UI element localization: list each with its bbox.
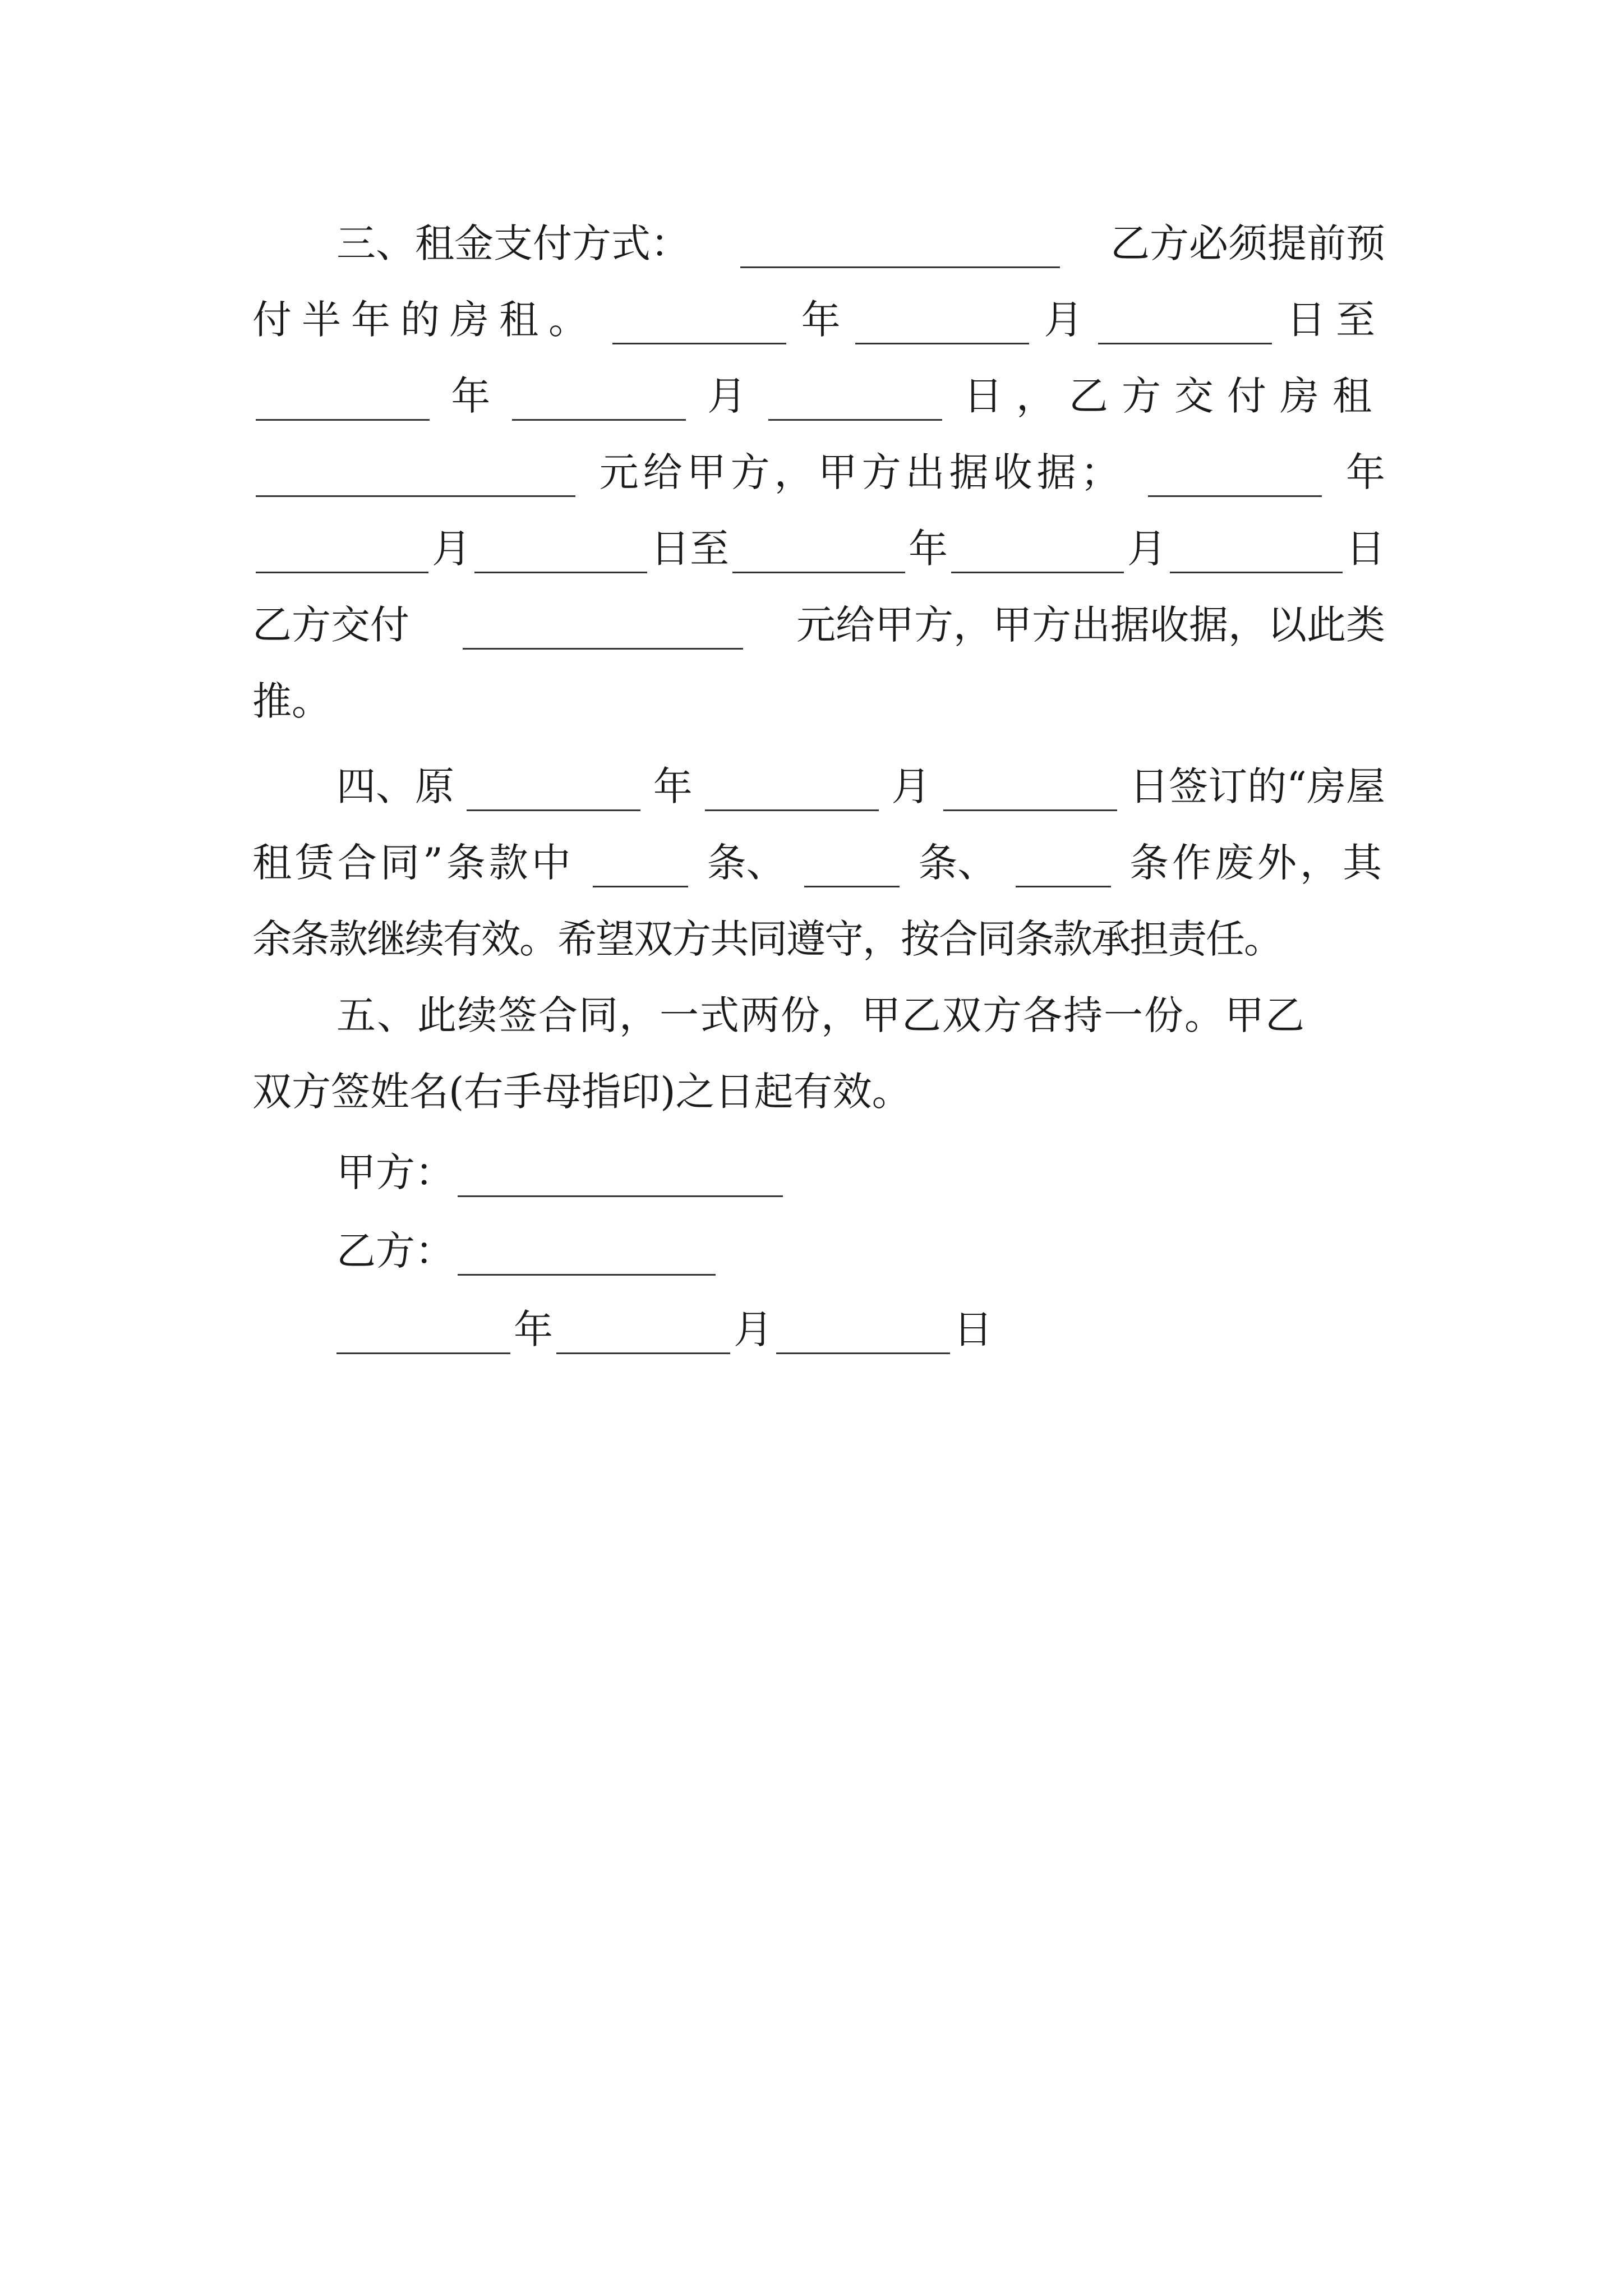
blank-field[interactable] [256, 383, 430, 421]
section3-line2 [252, 280, 1385, 359]
blank-field[interactable] [467, 774, 640, 811]
text-segment: 元给甲方，甲方出据收据； [599, 449, 1124, 495]
text-segment: 乙方必须提前预 [1110, 220, 1385, 266]
section3-line7 [252, 662, 1385, 740]
date-month-field[interactable] [556, 1317, 730, 1354]
blank-field[interactable] [612, 307, 786, 344]
section4-line2 [252, 823, 1385, 902]
blank-field[interactable] [768, 383, 942, 421]
blank-field[interactable] [855, 307, 1029, 344]
text-segment: 月 [707, 373, 747, 419]
blank-field[interactable] [705, 774, 879, 811]
text-segment: 日至 [651, 526, 729, 572]
blank-field[interactable] [1016, 850, 1111, 887]
party-a-signature-field[interactable] [458, 1159, 783, 1197]
text-segment: 余条款继续有效。希望双方共同遵守，按合同条款承担责任。 [252, 916, 1282, 962]
section5-line1 [336, 976, 1385, 1055]
blank-field[interactable] [256, 536, 428, 573]
date-day-field[interactable] [776, 1317, 950, 1354]
blank-field[interactable] [943, 774, 1117, 811]
text-segment: 月 [1127, 526, 1166, 572]
text-segment: 年 [801, 297, 841, 343]
section4-line1 [336, 747, 1385, 826]
blank-field[interactable] [593, 850, 688, 887]
blank-field[interactable] [256, 459, 575, 497]
text-segment: 月 [432, 526, 471, 572]
text-segment: 租赁合同”条款中 [252, 840, 574, 886]
blank-field[interactable] [1148, 459, 1322, 497]
date-month-label: 月 [734, 1306, 773, 1352]
text-segment: 年 [1345, 449, 1385, 495]
blank-field[interactable] [804, 850, 900, 887]
text-segment: 推。 [252, 678, 331, 724]
text-segment: 年 [653, 763, 693, 809]
signature-party-b [336, 1212, 1469, 1290]
section3-line6 [252, 586, 1385, 664]
section3-line4 [252, 433, 1385, 512]
text-segment: 乙方交付 [252, 602, 409, 648]
text-segment: 年 [909, 526, 948, 572]
party-a-label: 甲方： [336, 1149, 454, 1195]
text-segment: 日 [1346, 526, 1385, 572]
blank-field[interactable] [1098, 307, 1272, 344]
text-segment: 条作废外，其 [1129, 840, 1385, 886]
party-b-signature-field[interactable] [458, 1238, 716, 1276]
text-segment: 日至 [1286, 297, 1385, 343]
text-segment: 条、 [707, 840, 786, 886]
text-segment: 元给甲方，甲方出据收据，以此类 [796, 602, 1385, 648]
text-segment: 月 [1044, 297, 1083, 343]
blank-field[interactable] [1170, 536, 1343, 573]
text-segment: 年 [451, 373, 491, 419]
party-b-label: 乙方： [336, 1228, 454, 1274]
date-year-label: 年 [514, 1306, 553, 1352]
blank-field[interactable] [512, 383, 686, 421]
signature-date [336, 1290, 1469, 1369]
signature-party-a [336, 1133, 1469, 1212]
section3-line5 [252, 509, 1385, 588]
section5-line2 [252, 1052, 1385, 1131]
text-segment: 五、此续签合同，一式两份，甲乙双方各持一份。甲乙 [336, 992, 1306, 1038]
text-segment: 月 [891, 763, 931, 809]
text-segment: 三、租金支付方式： [336, 220, 690, 266]
blank-field[interactable] [732, 536, 905, 573]
text-segment: 双方签姓名(右手母指印)之日起有效。 [252, 1069, 911, 1115]
blank-field[interactable] [474, 536, 647, 573]
text-segment: 四、原 [336, 763, 454, 809]
section3-line3 [252, 357, 1385, 435]
text-segment: 付半年的房租。 [252, 297, 598, 343]
section3-line1 [336, 204, 1385, 283]
section4-line3 [252, 900, 1385, 978]
text-segment: 日，乙方交付房租 [963, 373, 1385, 419]
blank-field[interactable] [951, 536, 1124, 573]
blank-field[interactable] [740, 231, 1060, 268]
date-day-label: 日 [953, 1306, 993, 1352]
blank-field[interactable] [463, 612, 743, 650]
date-year-field[interactable] [336, 1317, 510, 1354]
text-segment: 日签订的“房屋 [1129, 763, 1385, 809]
text-segment: 条、 [918, 840, 997, 886]
